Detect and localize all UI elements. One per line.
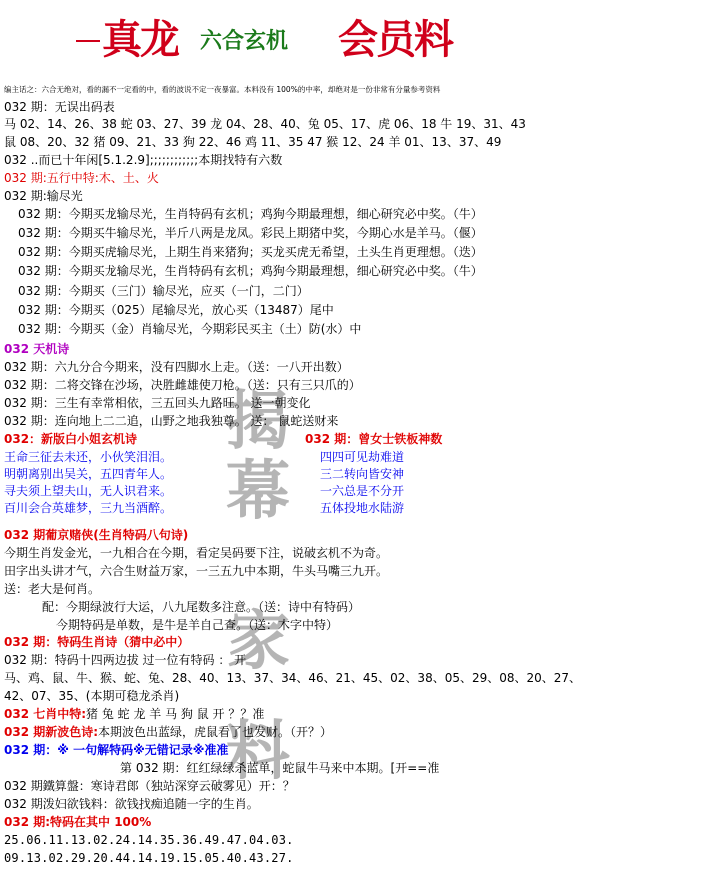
seven-zodiac-label: 032 七肖中特: — [4, 707, 87, 721]
watermark-char-1: 揭 — [226, 384, 290, 459]
pei-line-1: 配：今期绿波行大运，八九尾数多注意。（送：诗中有特码） — [42, 600, 361, 614]
wave-row — [4, 724, 332, 741]
pujing-line-2: 田字出头讲才气，六合生财益万家，一三五九中本期，牛头马嘴三九开。 — [4, 564, 389, 578]
lose-line-6: 032 期：今期买（025）尾输尽光，放心买（13487）尾中 — [18, 303, 334, 317]
tianji-line-3: 032 期：三生有幸常相依，三五回头九路旺。 送一朝变化 — [4, 396, 311, 410]
wave-value: 本期波色出蓝绿，虎鼠看了也发财。（开？） — [98, 725, 333, 739]
te-poem-line: 032 期：特码十四两边拔 过一位有特码 ： 开 — [4, 653, 247, 667]
zeng-line-1: 四四可见劫难道 — [320, 450, 405, 464]
zodiac-row-2: 鼠 08、20、32 猪 09、21、33 狗 22、46 鸡 11、35 47 猴 12、24 羊 01、13、37、49 — [4, 135, 502, 149]
tianji-line-4: 032 期：连向地上二二追，山野之地我独尊。 送： 鼠蛇送财来 — [4, 414, 339, 428]
jie-line: 第 032 期：红红绿绿杀蓝单，蛇鼠牛马来中本期。[开==准 — [120, 761, 440, 775]
tianji-line-2: 032 期：二将交锋在沙场，决胜雌雄使刀枪。（送：只有三只爪的） — [4, 378, 361, 392]
te-code-row-2: 09.13.02.29.20.44.14.19.15.05.40.43.27. — [4, 851, 294, 865]
bai-poem-title: 032：新版白小姐玄机诗 — [4, 432, 138, 446]
zeng-title: 032 期：曾女士铁板神数 — [305, 432, 443, 446]
lose-line-7: 032 期：今期买（金）肖输尽光，今期彩民买主（土）防(水）中 — [18, 322, 362, 336]
sec1-title: 032 期：无误出码表 — [4, 100, 115, 114]
five-element-title — [4, 170, 159, 187]
suanpan-label: 032 期鐵算盤： — [4, 779, 91, 793]
suanpan-row — [4, 778, 295, 795]
title-right: 会员料 — [338, 16, 452, 63]
suanpan-value: 寒诗君郎（独站深穿云破雾见）开：？ — [90, 779, 295, 793]
te-poem-title: 032 期：特码生肖诗（猜中必中） — [4, 635, 190, 649]
bai-poem-line-2: 明朝离别出吴关，五四青年人。 — [4, 467, 173, 481]
lose-line-2: 032 期：今期买牛输尽光，半斤八两是龙凤。彩民上期猪中奖，今期心水是羊马。（偃） — [18, 226, 483, 240]
sec1-note: 032 ..而已十年闲[5.1.2.9];;;;;;;;;;;;本期找特有六数 — [4, 153, 283, 167]
pofu-line: 032 期泼妇欲钱料：欲钱找痴追随一字的生肖。 — [4, 797, 259, 811]
notice-text: 编主话之：六合无绝对，看的漏不一定看的中，看的波说不定一夜暴富。本料没有 100%的中率，却绝对是一份非常有分量参考资料 — [4, 85, 441, 94]
bai-poem-line-3: 寻夫须上望夫山，无人识君来。 — [4, 484, 173, 498]
te-numbers-row-2: 42、07、35、(本期可稳龙杀肖) — [4, 689, 180, 703]
pujing-line-3: 送：老大是何肖。 — [4, 582, 101, 596]
lose-line-1: 032 期：今期买龙输尽光，生肖特码有玄机；鸡狗今期最理想，细心研究必中奖。（牛） — [18, 207, 483, 221]
tianji-title: 032 天机诗 — [4, 342, 70, 356]
seven-zodiac-value: 猪 兔 蛇 龙 羊 马 狗 鼠 开 ？？准 — [86, 707, 265, 721]
watermark-char-2: 幕 — [226, 454, 290, 529]
seven-zodiac-row — [4, 706, 264, 723]
lose-line-4: 032 期：今期买龙输尽光，生肖特码有玄机；鸡狗今期最理想，细心研究必中奖。（牛） — [18, 264, 483, 278]
lose-all-title: 032 期:输尽光 — [4, 189, 83, 203]
lose-line-5: 032 期：今期买（三门）输尽光，应买（一门，二门） — [18, 284, 309, 298]
title-mid: 六合玄机 — [200, 28, 289, 54]
bai-poem-line-1: 王命三征去未还，小伙笑泪泪。 — [4, 450, 173, 464]
te-numbers-row-1: 马、鸡、鼠、牛、猴、蛇、兔、28、40、13、37、34、46、21、45、02、38、05、29、08、20、27、 — [4, 671, 582, 685]
title-left: 真龙 — [102, 16, 178, 63]
zeng-line-2: 三二转向皆安神 — [320, 467, 405, 481]
jie-value: ※ 一句解特码※无错记录※准准 — [57, 743, 229, 757]
lose-line-3: 032 期：今期买虎输尽光，上期生肖来猪狗；买龙买虎无希望，土头生肖更理想。（迭） — [18, 245, 483, 259]
te-code-row-1: 25.06.11.13.02.24.14.35.36.49.47.04.03. — [4, 833, 294, 847]
five-element-value: 木、土、火 — [98, 171, 159, 185]
five-element-label: 032 期:五行中特: — [4, 171, 99, 185]
jie-label: 032 期： — [4, 743, 58, 757]
bai-poem-line-4: 百川会合英雄梦，三九当酒醉。 — [4, 501, 173, 515]
zodiac-row-1: 马 02、14、26、38 蛇 03、27、39 龙 04、28、40、兔 05、17、虎 06、18 牛 19、31、43 — [4, 117, 526, 131]
zeng-line-4: 五体投地水陆游 — [320, 501, 405, 515]
zeng-line-3: 一六总是不分开 — [320, 484, 405, 498]
wave-label: 032 期新波色诗: — [4, 725, 99, 739]
watermark-char-3: 家 — [226, 604, 290, 679]
title-dash — [76, 40, 100, 42]
jie-row — [4, 742, 228, 759]
te-code-title: 032 期:特码在其中 100% — [4, 815, 152, 829]
tianji-line-1: 032 期：六九分合今期来，没有四脚水上走。（送：一八开出数） — [4, 360, 349, 374]
pei-line-2: 今期特码是单数，是牛是羊自己查。（送：木字中特） — [56, 618, 339, 632]
watermark-char-4: 料 — [226, 714, 290, 789]
pujing-title: 032 期葡京赌侠(生肖特码八句诗) — [4, 528, 189, 542]
pujing-line-1: 今期生肖发金光，一九相合在今期，看定吴码要下注，说破玄机不为奇。 — [4, 546, 389, 560]
